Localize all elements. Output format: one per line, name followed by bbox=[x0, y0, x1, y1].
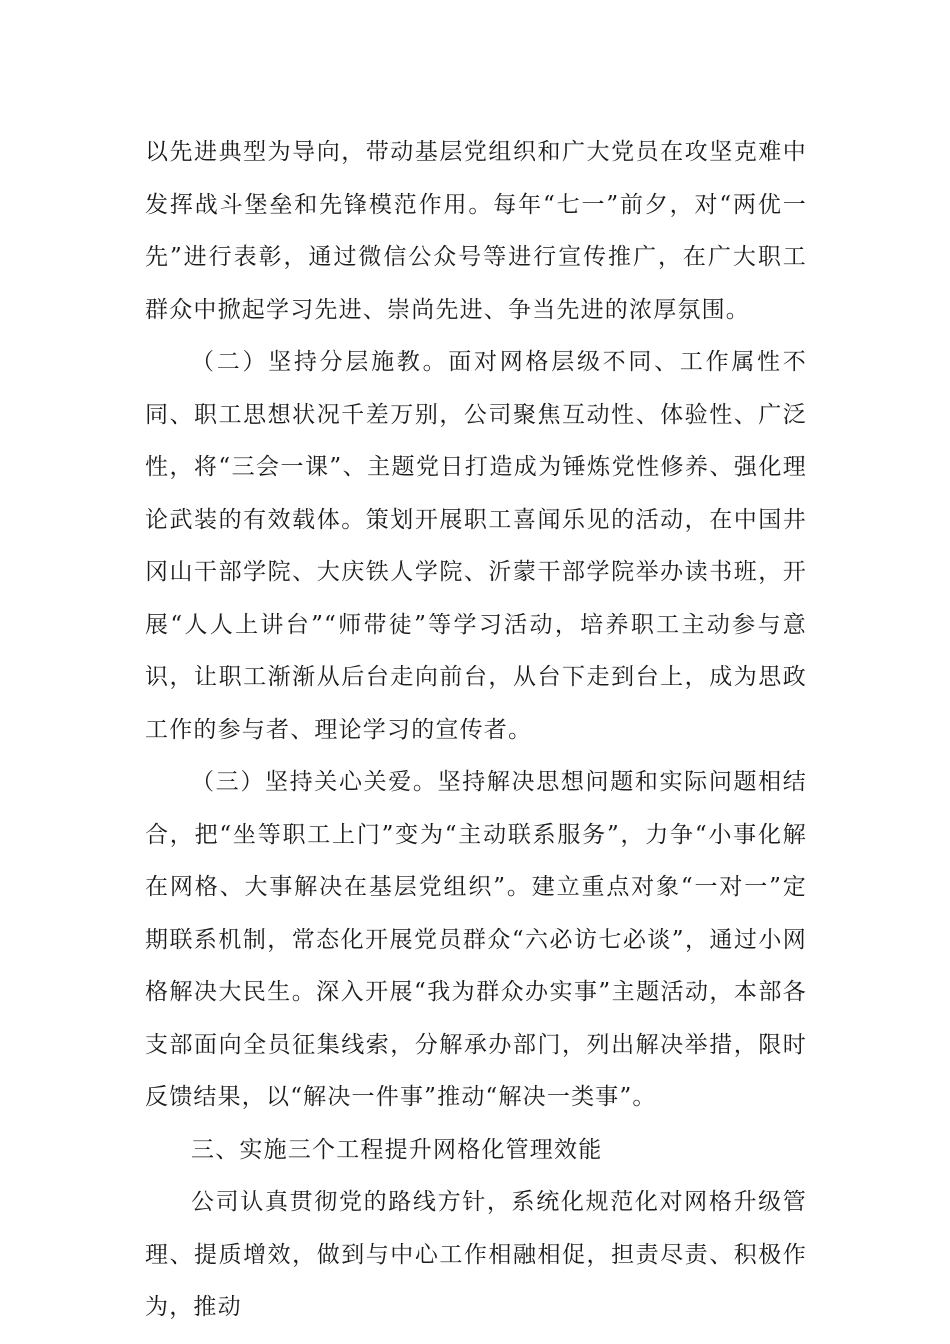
paragraph-closing: 公司认真贯彻党的路线方针，系统化规范化对网格升级管理、提质增效，做到与中心工作相融相促，担责尽责、积极作为，推动 bbox=[145, 1189, 807, 1320]
document-body bbox=[145, 126, 807, 1334]
paragraph-continued: 以先进典型为导向，带动基层党组织和广大党员在攻坚克难中发挥战斗堡垒和先锋模范作用。每年“七一”前夕，对“两优一先”进行表彰，通过微信公众号等进行宣传推广，在广大职工群众中掀起学习先进、崇尚先进、争当先进的浓厚氛围。 bbox=[145, 139, 807, 323]
section-heading: 三、实施三个工程提升网格化管理效能 bbox=[191, 1136, 603, 1163]
paragraph-layered-teaching: （二）坚持分层施教。面对网格层级不同、工作属性不同、职工思想状况千差万别，公司聚焦互动性、体验性、广泛性，将“三会一课”、主题党日打造成为锤炼党性修养、强化理论武装的有效载体。策划开展职工喜闻乐见的活动，在中国井冈山干部学院、大庆铁人学院、沂蒙干部学院举办读书班，开展“人人上讲台”“师带徒”等学习活动，培养职工主动参与意识，让职工渐渐从后台走向前台，从台下走到台上，成为思政工作的参与者、理论学习的宣传者。 bbox=[145, 349, 807, 743]
paragraph-care: （三）坚持关心关爱。坚持解决思想问题和实际问题相结合，把“坐等职工上门”变为“主动联系服务”，力争“小事化解在网格、大事解决在基层党组织”。建立重点对象“一对一”定期联系机制，常态化开展党员群众“六必访七必谈”，通过小网格解决大民生。深入开展“我为群众办实事”主题活动，本部各支部面向全员征集线索，分解承办部门，列出解决举措，限时反馈结果，以“解决一件事”推动“解决一类事”。 bbox=[145, 769, 807, 1110]
